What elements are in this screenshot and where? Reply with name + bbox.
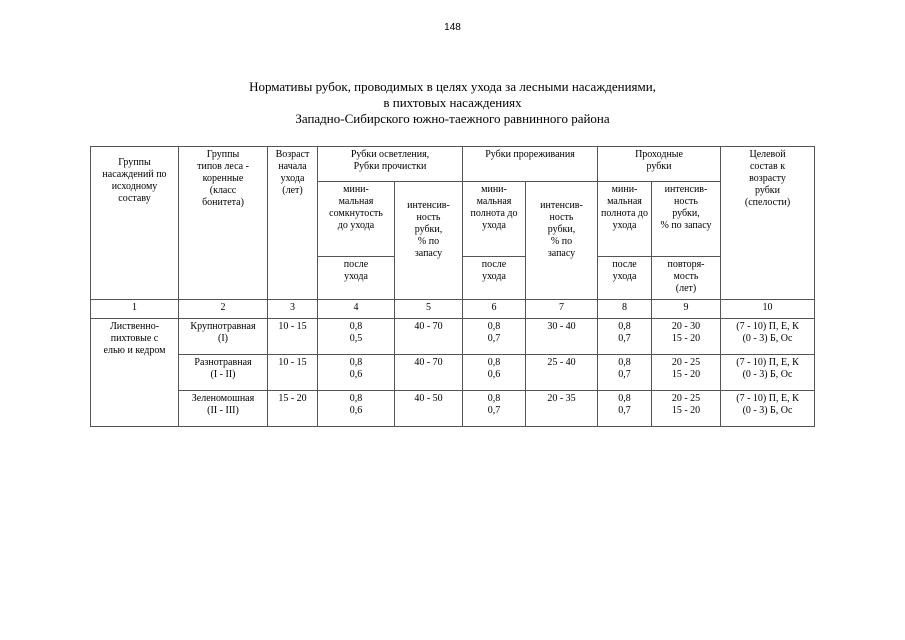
forest-type-cell: Разнотравная (I - II) [179, 355, 268, 391]
clearing-intensity-cell: 40 - 70 [395, 355, 463, 391]
passage-density-cell: 0,8 0,7 [598, 355, 652, 391]
forest-type-cell: Зеленомошная (II - III) [179, 391, 268, 427]
target-composition-cell: (7 - 10) П, Е, К (0 - 3) Б, Ос [721, 391, 815, 427]
start-age-cell: 10 - 15 [268, 355, 318, 391]
header-thinning-min-before: мини- мальная полнота до ухода [463, 182, 526, 257]
column-number: 5 [395, 300, 463, 319]
clearing-density-cell: 0,8 0,6 [318, 391, 395, 427]
thinning-density-cell: 0,8 0,7 [463, 319, 526, 355]
column-number: 8 [598, 300, 652, 319]
column-number: 4 [318, 300, 395, 319]
title-line-2: в пихтовых насаждениях [383, 95, 522, 110]
header-passage-after: после ухода [598, 257, 652, 300]
column-number: 6 [463, 300, 526, 319]
target-composition-cell: (7 - 10) П, Е, К (0 - 3) Б, Ос [721, 355, 815, 391]
passage-intensity-repeat-cell: 20 - 30 15 - 20 [652, 319, 721, 355]
header-passage-repeat: повторя- мость (лет) [652, 257, 721, 300]
page-number: 148 [444, 22, 461, 33]
header-start-age: Возраст начала ухода (лет) [268, 147, 318, 300]
table-row [91, 319, 815, 355]
passage-density-cell: 0,8 0,7 [598, 319, 652, 355]
header-clearing-after: после ухода [318, 257, 395, 300]
header-passage-group: Проходные рубки [598, 147, 721, 182]
column-number: 1 [91, 300, 179, 319]
header-row-1 [91, 147, 815, 182]
start-age-cell: 10 - 15 [268, 319, 318, 355]
title-line-3: Западно-Сибирского южно-таежного равнинного района [295, 111, 610, 126]
header-thinning-after: после ухода [463, 257, 526, 300]
header-passage-min-before: мини- мальная полнота до ухода [598, 182, 652, 257]
table-row [91, 391, 815, 427]
header-clearing-intensity: интенсив- ность рубки, % по запасу [395, 182, 463, 300]
thinning-intensity-cell: 25 - 40 [526, 355, 598, 391]
passage-intensity-repeat-cell: 20 - 25 15 - 20 [652, 391, 721, 427]
passage-density-cell: 0,8 0,7 [598, 391, 652, 427]
thinning-density-cell: 0,8 0,6 [463, 355, 526, 391]
target-composition-cell: (7 - 10) П, Е, К (0 - 3) Б, Ос [721, 319, 815, 355]
table-row [91, 355, 815, 391]
forest-type-cell: Крупнотравная (I) [179, 319, 268, 355]
passage-intensity-repeat-cell: 20 - 25 15 - 20 [652, 355, 721, 391]
title-line-1: Нормативы рубок, проводимых в целях ухода за лесными насаждениями, [249, 79, 656, 94]
header-thinning-group: Рубки прореживания [463, 147, 598, 182]
column-number: 10 [721, 300, 815, 319]
thinning-density-cell: 0,8 0,7 [463, 391, 526, 427]
start-age-cell: 15 - 20 [268, 391, 318, 427]
header-clearing-group: Рубки осветления, Рубки прочистки [318, 147, 463, 182]
thinning-intensity-cell: 20 - 35 [526, 391, 598, 427]
header-target-composition: Целевой состав к возрасту рубки (спелости) [721, 147, 815, 300]
column-number: 3 [268, 300, 318, 319]
header-thinning-intensity: интенсив- ность рубки, % по запасу [526, 182, 598, 300]
header-passage-intensity: интенсив- ность рубки, % по запасу [652, 182, 721, 257]
thinning-intensity-cell: 30 - 40 [526, 319, 598, 355]
document-title [0, 79, 905, 127]
clearing-density-cell: 0,8 0,5 [318, 319, 395, 355]
norms-table [90, 146, 815, 427]
column-number: 2 [179, 300, 268, 319]
clearing-density-cell: 0,8 0,6 [318, 355, 395, 391]
clearing-intensity-cell: 40 - 70 [395, 319, 463, 355]
header-forest-types: Группы типов леса - коренные (класс бонитета) [179, 147, 268, 300]
column-number: 9 [652, 300, 721, 319]
column-number-row [91, 300, 815, 319]
header-groups-by-composition: Группы насаждений по исходному составу [91, 147, 179, 300]
group-name-cell: Лиственно- пихтовые с елью и кедром [91, 319, 179, 427]
column-number: 7 [526, 300, 598, 319]
clearing-intensity-cell: 40 - 50 [395, 391, 463, 427]
header-clearing-min-before: мини- мальная сомкнутость до ухода [318, 182, 395, 257]
